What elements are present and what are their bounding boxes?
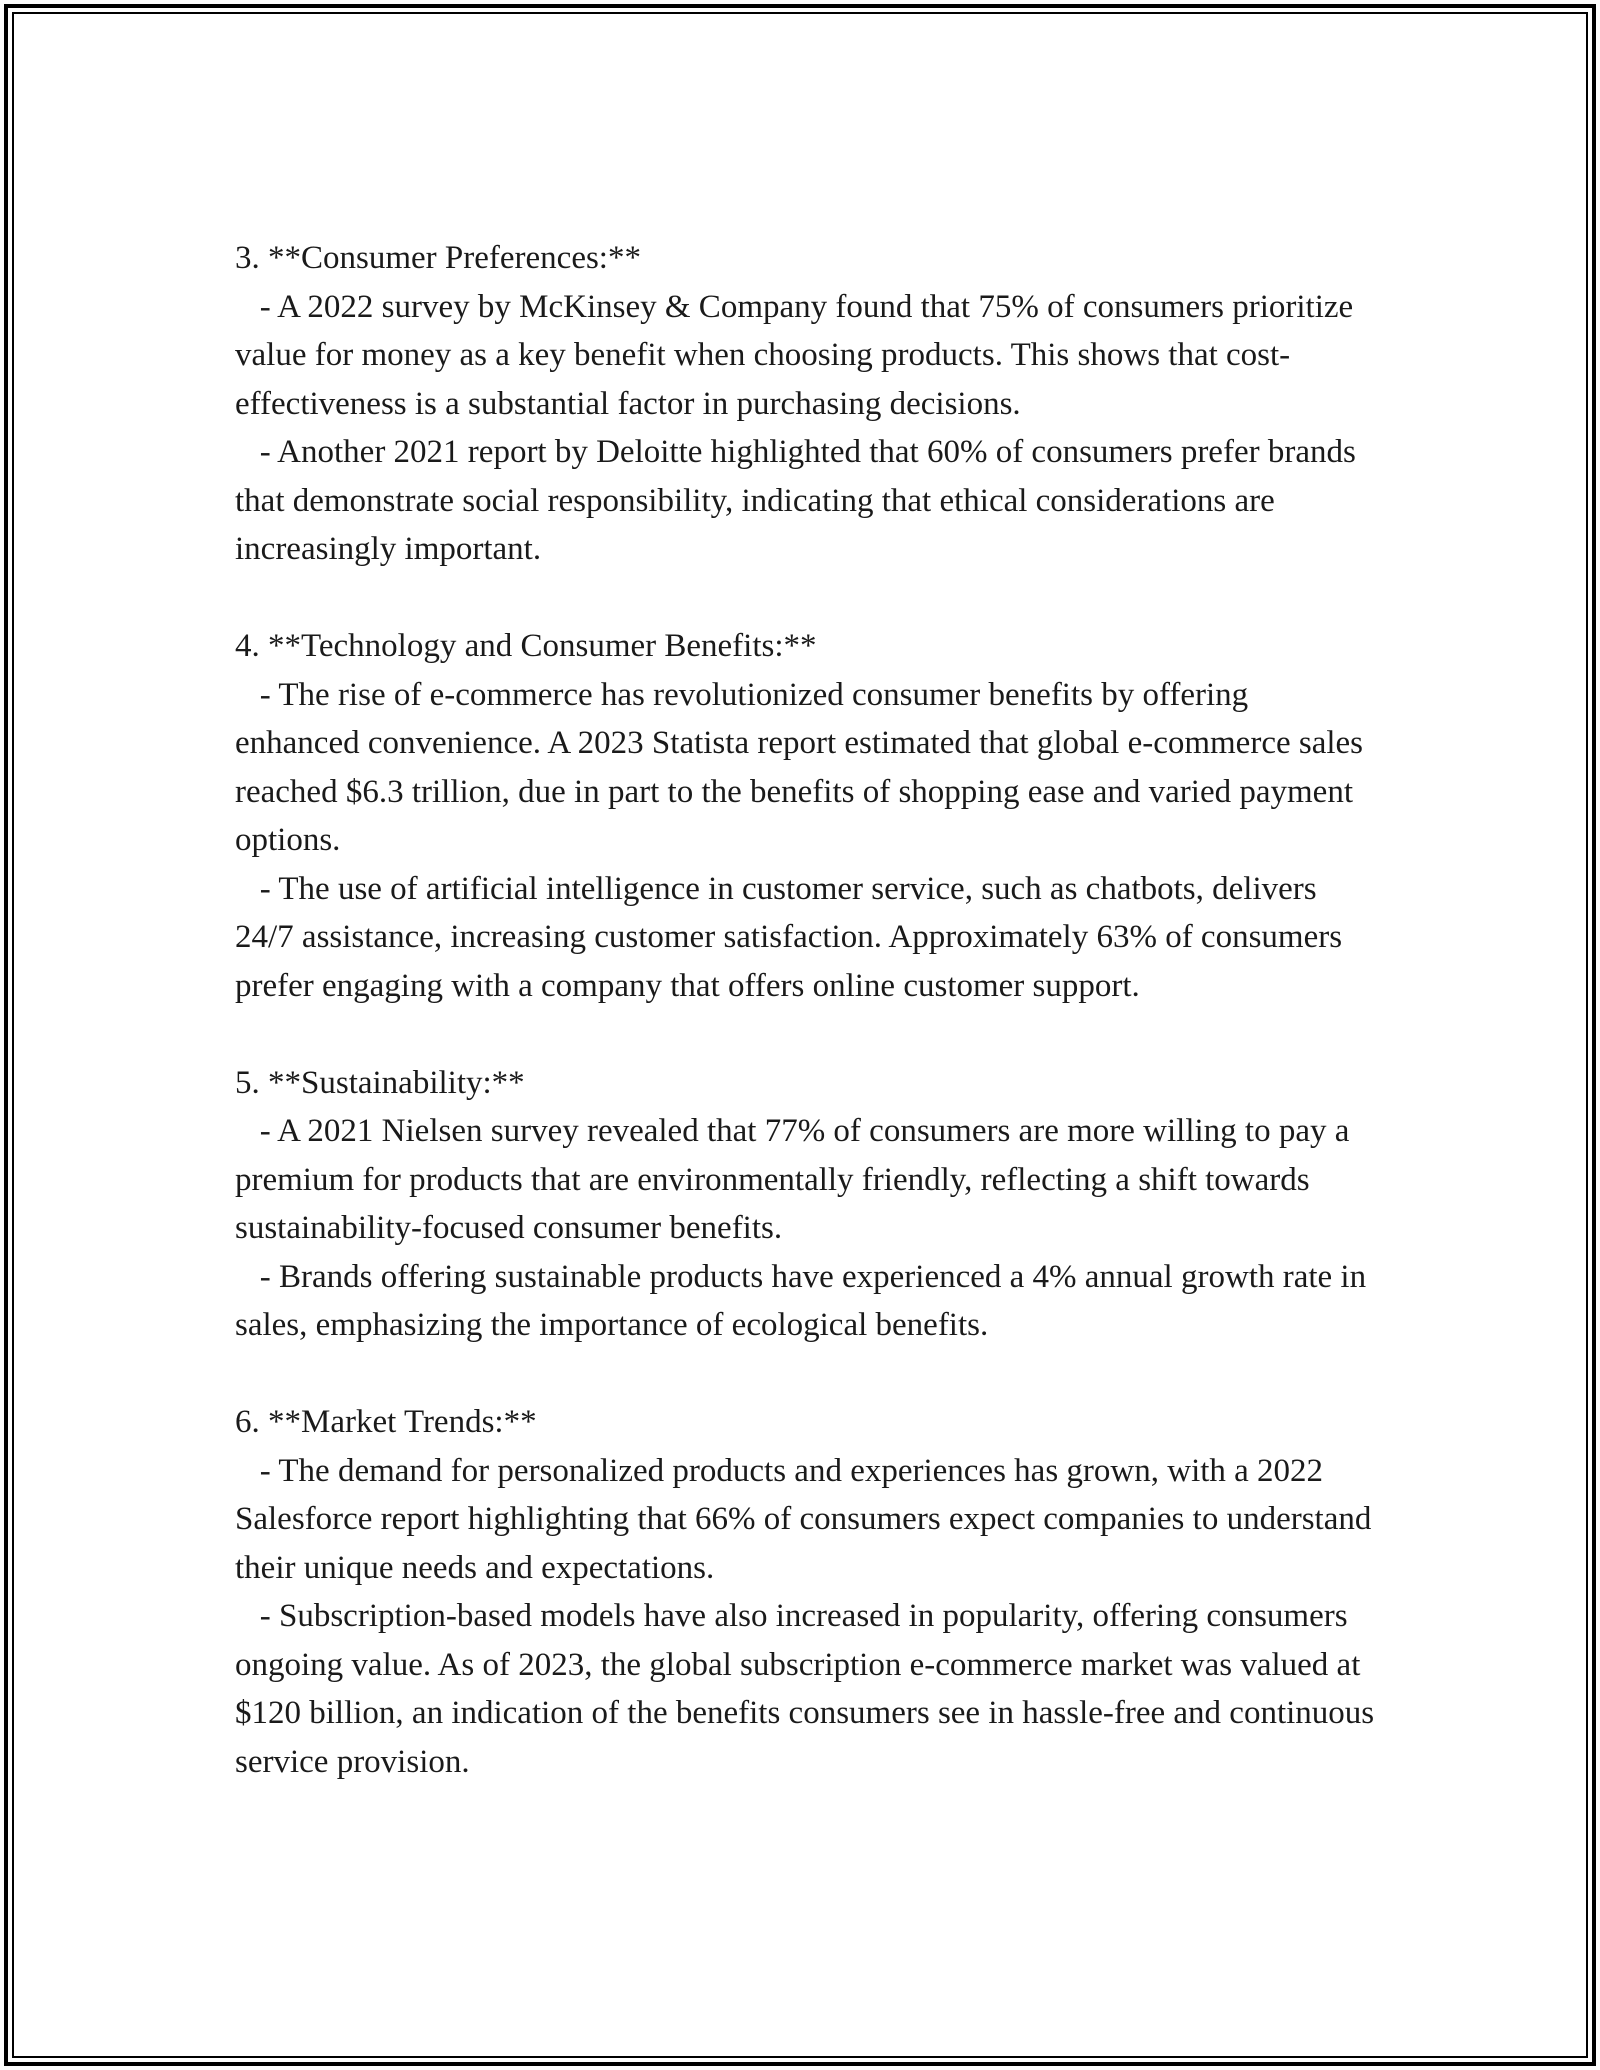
bullet-item: - A 2022 survey by McKinsey & Company found that 75% of consumers prioritize value for money as a key benefit when choosing products. This shows that cost-effectiveness is a substantial factor in purchasing decisions.: [235, 288, 1362, 422]
document-body: [235, 234, 1383, 1786]
section-heading: 4. **Technology and Consumer Benefits:**: [235, 628, 817, 664]
section-sustainability: [235, 1059, 1375, 1350]
section-market-trends: [235, 1398, 1383, 1786]
bullet-item: - Subscription-based models have also increased in popularity, offering consumers ongoing value. As of 2023, the global subscription e-commerce market was valued at $120 billion, an indication of the benefits consumers see in hassle-free and continuous service provision.: [235, 1598, 1383, 1780]
section-consumer-preferences: [235, 234, 1375, 574]
section-heading: 6. **Market Trends:**: [235, 1404, 537, 1440]
bullet-item: - A 2021 Nielsen survey revealed that 77% of consumers are more willing to pay a premium for products that are environmentally friendly, reflecting a shift towards sustainability-focused consumer benefits.: [235, 1113, 1358, 1246]
bullet-item: - The use of artificial intelligence in customer service, such as chatbots, delivers 24/7 assistance, increasing customer satisfaction. Approximately 63% of consumers prefer engaging with a company that offers online customer support.: [235, 870, 1351, 1004]
bullet-item: - The demand for personalized products and experiences has grown, with a 2022 Salesforce report highlighting that 66% of consumers expect companies to understand their unique needs and expectations.: [235, 1452, 1380, 1586]
section-heading: 3. **Consumer Preferences:**: [235, 240, 641, 276]
section-heading: 5. **Sustainability:**: [235, 1064, 525, 1101]
bullet-item: - Another 2021 report by Deloitte highlighted that 60% of consumers prefer brands that demonstrate social responsibility, indicating that ethical considerations are increasingly important.: [235, 434, 1365, 567]
section-technology-consumer-benefits: [235, 622, 1375, 1010]
bullet-item: - The rise of e-commerce has revolutionized consumer benefits by offering enhanced convenience. A 2023 Statista report estimated that global e-commerce sales reached $6.3 trillion, due in part to the benefits of shopping ease and varied payment options.: [235, 676, 1372, 858]
bullet-item: - Brands offering sustainable products have experienced a 4% annual growth rate in sales, emphasizing the importance of ecological benefits.: [235, 1258, 1375, 1343]
